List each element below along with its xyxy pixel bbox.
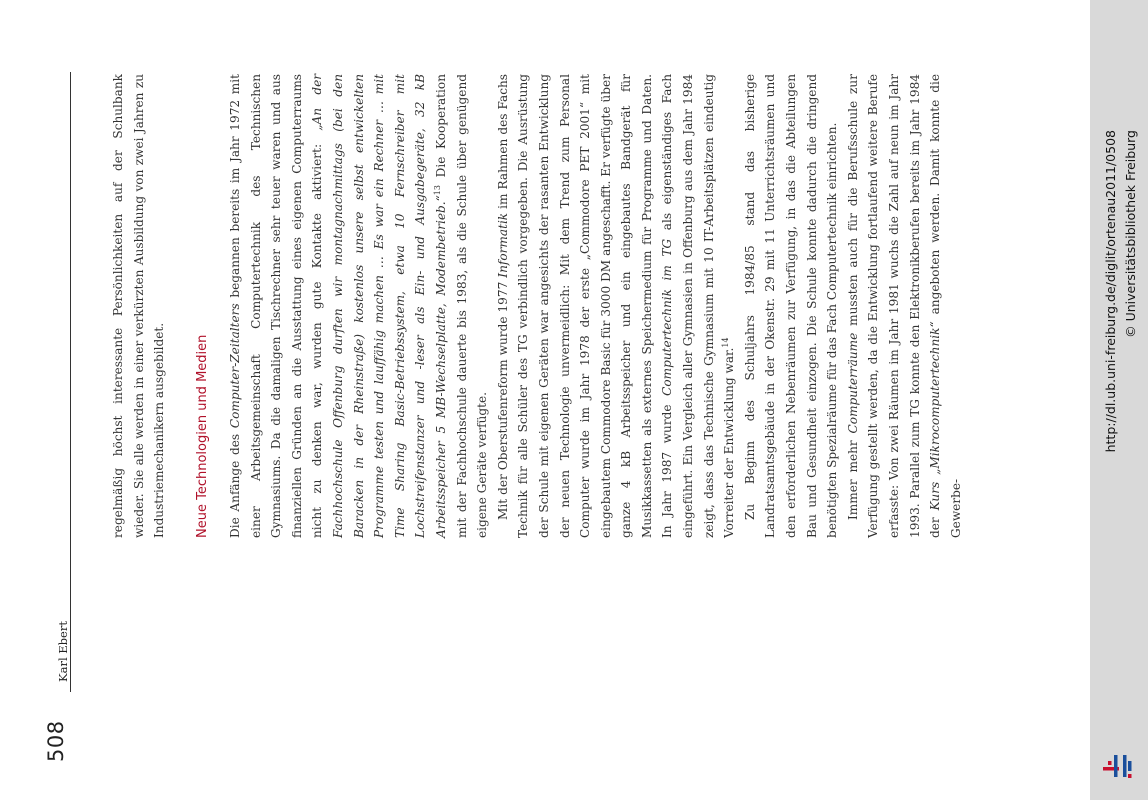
main-text-column xyxy=(225,74,966,538)
footnote-ref-14: 14 xyxy=(721,337,731,348)
paragraph-3: Zu Beginn des Schuljahrs 1984/85 stand das bisherige Landratsamtsgebäude in der Okenstr. 29 mit 11 Unterrichtsräumen und den erforderlichen Nebenräumen zur Verfügung, in das die Abteilungen Bau und Gesundheit einzogen. Die Schule konnte dadurch die dringend benötigten Spezialräume für das Fach Computertechnik einrichten. xyxy=(742,74,840,538)
intro-text: regelmäßig höchst interessante Persönlichkeiten auf der Schulbank wieder. Sie alle werden in einer verkürzten Ausbildung von zwei Jahren zu Industriemechanikern ausgebildet. xyxy=(111,74,167,538)
section-heading: Neue Technologien und Medien xyxy=(195,334,210,538)
header-rule xyxy=(70,72,71,692)
ub-freiburg-logo-icon xyxy=(1098,746,1140,788)
running-header-author: Karl Ebert xyxy=(56,621,70,682)
paragraph-2: Mit der Oberstufenreform wurde 1977 Informatik im Rahmen des Fachs Technik für alle Schüler des TG verbindlich vorgegeben. Die Ausrüstung der Schule mit eigenen Geräten war angesichts der rasanten Entwicklung der neuen Technologie unvermeidlich: Mit dem Trend zum Personal Computer wurde im Jahr 1978 der erste „Commodore PET 2001“ mit eingebautem Commodore Basic für 3000 DM angeschafft. Er verfügte über ganze 4 kB Arbeitsspeicher und ein eingebautes Bandgerät für Musikkassetten als externes Speichermedium für Programme und Daten. In Jahr 1987 wurde Computertechnik im TG als eigenständiges Fach eingeführt. Ein Vergleich aller Gymnasien in Offenburg aus dem Jahr 1984 zeigt, dass das Technische Gymnasium mit 10 IT-Arbeitsplätzen eindeutig Vorreiter der Entwicklung war.$^{14}$ xyxy=(495,73,737,538)
library-sidebar xyxy=(1090,0,1148,800)
page-number: 508 xyxy=(44,720,68,762)
sidebar-rotated-text xyxy=(1090,0,1148,800)
intro-paragraph xyxy=(108,74,170,538)
paragraph-1: Die Anfänge des Computer-Zeitalters begannen bereits im Jahr 1972 mit einer Arbeitsgemeinschaft Computertechnik des Technischen Gymnasiums. Da die damaligen Tischrechner sehr teuer waren und aus finanziellen Gründen an die Ausstattung eines eigenen Computerraums nicht zu denken war, wurden gute Kontakte aktiviert: „An der Fachhochschule Offenburg durften wir montagnachmittags (bei den Baracken in der Rheinstraße) kostenlos unsere selbst entwickelten Programme testen und lauffähig machen … Es war ein Rechner … mit Time Sharing Basic-Betriebssystem, etwa 10 Fernschreiber mit Lochstreifenstanzer und -leser als Ein- und Ausgabegeräte, 32 kB Arbeitsspeicher 5 MB-Wechselplatte, Modembetrieb.“$^{13}$ Die Kooperation mit der Fachhochschule dauerte bis 1983, als die Schule über genügend eigene Geräte verfügte. xyxy=(228,73,490,538)
source-url-link[interactable]: http://dl.ub.uni-freiburg.de/diglit/ortenau2011/0508 xyxy=(1103,130,1118,453)
copyright-notice: © Universitätsbibliothek Freiburg xyxy=(1123,130,1138,338)
quote: „An der Fachhochschule Offenburg durften wir montagnachmittags (bei den Baracken in der Rheinstraße) kostenlos unsere selbst entwickelten Programme testen und lauffähig machen … Es war ein Rechner … mit Time Sharing Basic-Betriebssystem, etwa 10 Fernschreiber mit Lochstreifenstanzer und -leser als Ein- und Ausgabegeräte, 32 kB Arbeitsspeicher 5 MB-Wechselplatte, Modembetrieb.“ xyxy=(310,73,448,538)
paragraph-4: Immer mehr Computerräume mussten auch für die Berufsschule zur Verfügung gestellt werden, da die Entwicklung fortlaufend weitere Berufe erfasste: Von zwei Räumen im Jahr 1981 wuchs die Zahl auf neun im Jahr 1993. Parallel zum TG konnte den Elektronikberufen bereits im Jahr 1984 der Kurs „Mikrocomputertechnik“ angeboten werden. Damit konnte die Gewerbe- xyxy=(845,74,963,538)
footnote-ref-13: 13 xyxy=(432,185,442,196)
